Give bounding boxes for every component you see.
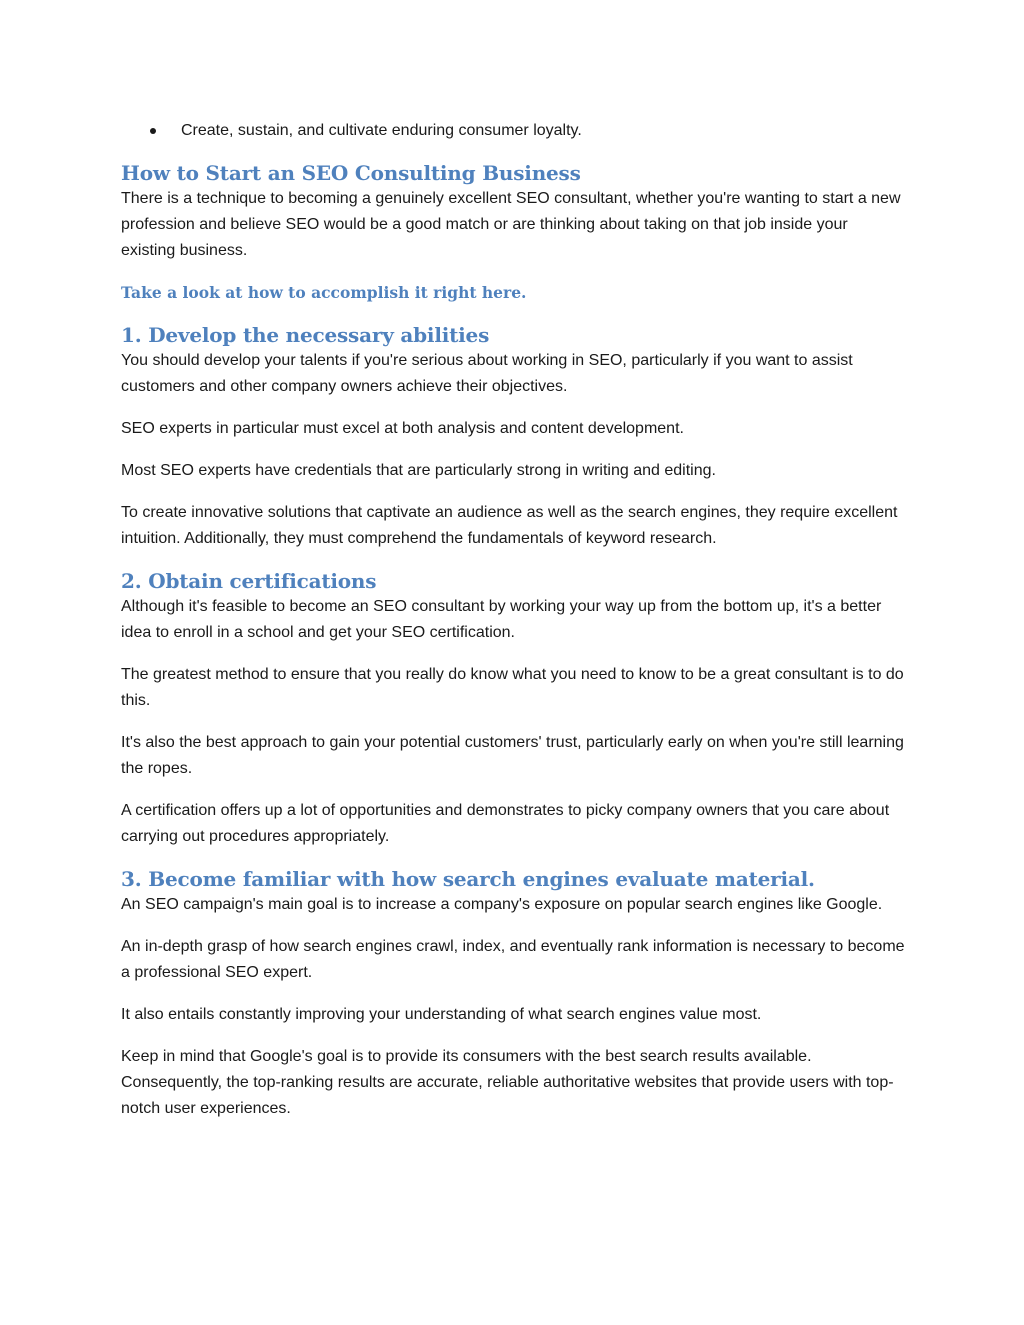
section-paragraph: It's also the best approach to gain your potential customers' trust, particularly early on when you're still learning the ropes. — [121, 734, 904, 777]
section-paragraph: A certification offers up a lot of opportunities and demonstrates to picky company owners that you care about carrying out procedures appropriately. — [121, 802, 890, 845]
section-heading: 1. Develop the necessary abilities — [121, 323, 490, 347]
section-paragraph: An in-depth grasp of how search engines crawl, index, and eventually rank information is necessary to become a professional SEO expert. — [121, 938, 905, 981]
section-paragraph: SEO experts in particular must excel at both analysis and content development. — [121, 420, 684, 437]
section-paragraph: Keep in mind that Google's goal is to provide its consumers with the best search results available. Consequently, the top-ranking results are accurate, reliable authoritative websites that provide users with top-notch user experiences. — [121, 1048, 894, 1117]
section-paragraph: You should develop your talents if you're serious about working in SEO, particularly if you want to assist customers and other company owners achieve their objectives. — [121, 352, 853, 395]
section-heading: 2. Obtain certifications — [121, 569, 377, 593]
section-paragraph: To create innovative solutions that captivate an audience as well as the search engines, they require excellent intuition. Additionally, they must comprehend the fundamentals of keyword research. — [121, 504, 898, 547]
section-heading: 3. Become familiar with how search engines evaluate material. — [121, 867, 815, 891]
bullet-item-text: Create, sustain, and cultivate enduring consumer loyalty. — [181, 122, 582, 139]
section-paragraph: It also entails constantly improving your understanding of what search engines value most. — [121, 1006, 762, 1023]
section-paragraph: The greatest method to ensure that you really do know what you need to know to be a great consultant is to do this. — [121, 666, 904, 709]
bullet-list — [121, 118, 905, 144]
section-paragraph: An SEO campaign's main goal is to increase a company's exposure on popular search engines like Google. — [121, 896, 883, 913]
document-page — [121, 118, 905, 1138]
section-search-engines — [121, 866, 905, 1122]
intro-section — [121, 160, 905, 306]
section-paragraph: Although it's feasible to become an SEO consultant by working your way up from the bottom up, it's a better idea to enroll in a school and get your SEO certification. — [121, 598, 882, 641]
bullet-item — [121, 118, 905, 144]
intro-paragraph: There is a technique to becoming a genuinely excellent SEO consultant, whether you're wanting to start a new profession and believe SEO would be a good match or are thinking about taking on that job inside your existing business. — [121, 190, 901, 259]
intro-subheading: Take a look at how to accomplish it right here. — [121, 283, 527, 302]
section-develop-abilities — [121, 322, 905, 552]
section-paragraph: Most SEO experts have credentials that are particularly strong in writing and editing. — [121, 462, 716, 479]
section-obtain-certifications — [121, 568, 905, 850]
intro-heading: How to Start an SEO Consulting Business — [121, 161, 581, 185]
bullet-dot-icon — [150, 128, 156, 134]
